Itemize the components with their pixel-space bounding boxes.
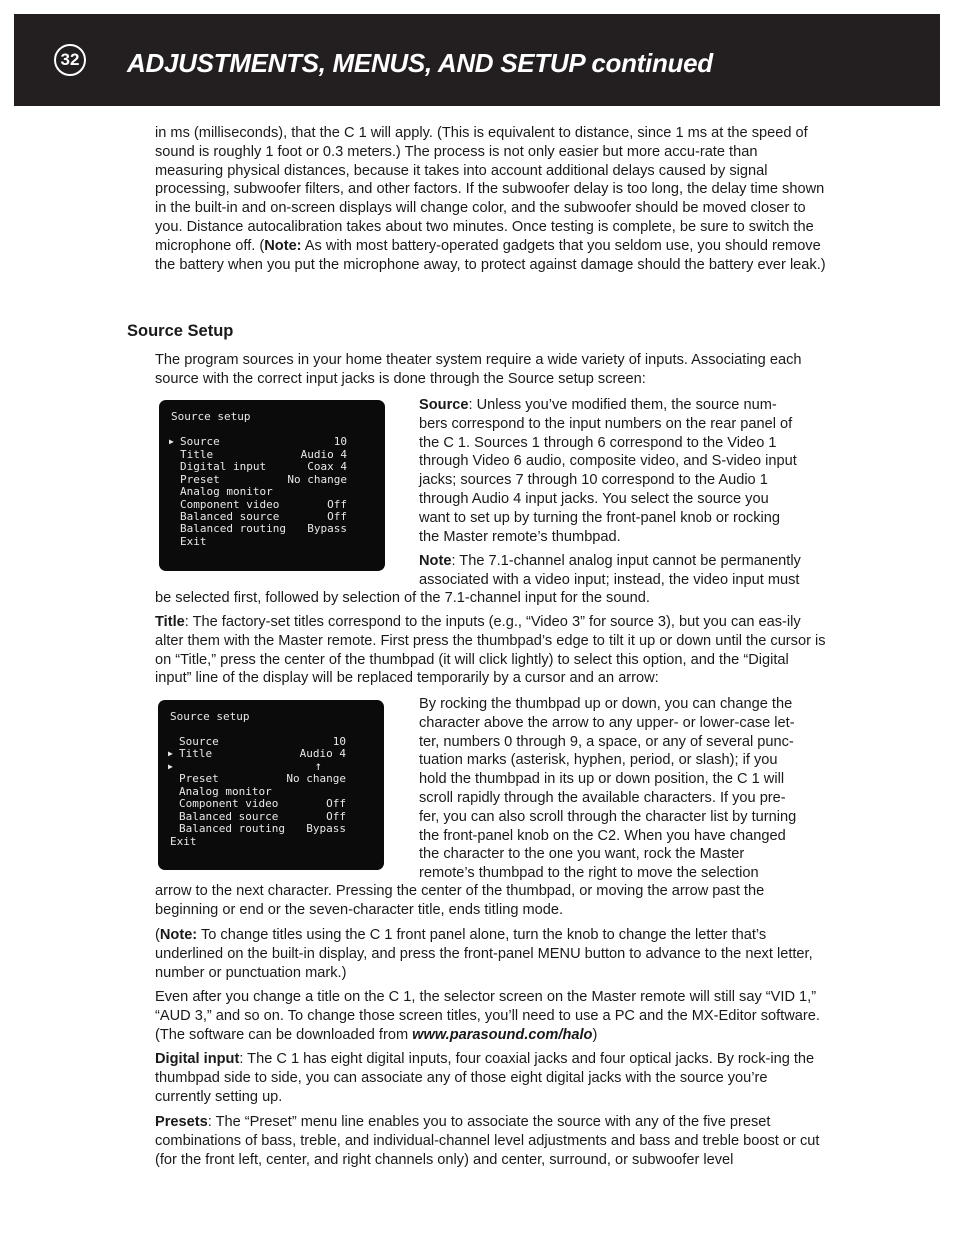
cursor-up-arrow-icon: ↑ xyxy=(314,759,322,773)
digital-input-label: Digital input xyxy=(155,1051,240,1067)
front-panel-note: (Note: To change titles using the C 1 front panel alone, turn the knob to change the letter that’s underlined on the built-in display, and press the front-panel MENU button to advance to the next letter, number or punctuation mark.) xyxy=(155,927,813,981)
selection-arrow-icon: ▶ xyxy=(169,437,174,446)
title-label: Title xyxy=(155,614,185,630)
note-paragraph-continued: be selected first, followed by selection of the 7.1-channel input for the sound. xyxy=(155,590,650,606)
menu-row: Balanced routing Bypass xyxy=(180,522,347,535)
menu-row: Source 10 xyxy=(179,735,346,748)
presets-paragraph: Presets: The “Preset” menu line enables you to associate the source with any of the five preset combinations of bass, treble, and individual-channel level adjustments and bass and treble boost or cut (for the front left, center, and right channels only) and center, surround, or subwoofer level xyxy=(155,1114,820,1168)
menu-row: ▶ Title Audio 4 xyxy=(168,747,346,760)
menu-row: Component video Off xyxy=(179,797,346,810)
menu-row: Component video Off xyxy=(180,498,347,511)
source-label: Source xyxy=(419,397,469,413)
source-setup-screen-1 xyxy=(159,400,385,571)
screen-title: Source setup xyxy=(171,410,251,423)
page-header xyxy=(14,14,940,106)
section-intro: The program sources in your home theater system require a wide variety of inputs. Associating each source with the correct input jacks is done through the Source setup screen: xyxy=(155,352,802,387)
presets-label: Presets xyxy=(155,1114,208,1130)
selection-arrow-icon: ▶ xyxy=(168,749,173,758)
menu-row: Balanced source Off xyxy=(180,510,347,523)
intro-paragraph: in ms (milliseconds), that the C 1 will apply. (This is equivalent to distance, since 1 ms at the speed of sound is roughly 1 foot or 0.3 meters.) The process is not only easier but more accu-rate than measuring physical distances, because it takes into account additional delays caused by signal processing, subwoofer filters, and other factors. If the subwoofer delay is too long, the delay time shown in the built-in and on-screen displays will change color, and the subwoofer should be moved closer to you. Distance autocalibration takes about two minutes. Once testing is complete, be sure to switch the microphone off. (Note: As with most battery-operated gadgets that you seldom use, you should remove the battery when you put the microphone away, to protect against damage should the battery ever leak.) xyxy=(155,125,826,273)
menu-row: Analog monitor xyxy=(180,485,273,498)
section-heading: Source Setup xyxy=(127,322,234,340)
menu-row: Balanced source Off xyxy=(179,810,346,823)
page-number-badge: 32 xyxy=(54,44,86,76)
note-label: Note xyxy=(419,553,452,569)
download-link[interactable]: www.parasound.com/halo xyxy=(412,1026,593,1043)
menu-row: Digital input Coax 4 xyxy=(180,460,347,473)
rocking-paragraph-continued: arrow to the next character. Pressing the center of the thumbpad, or moving the arrow past the beginning or end or the seven-character title, ends titling mode. xyxy=(155,883,765,918)
menu-row: Preset No change xyxy=(179,772,346,785)
note-paragraph: Note: The 7.1-channel analog input cannot be permanently associated with a video input; instead, the video input must xyxy=(419,553,801,588)
menu-row: ▶ Source 10 xyxy=(169,435,347,448)
page-title: ADJUSTMENTS, MENUS, AND SETUP continued xyxy=(127,48,713,78)
menu-row: Preset No change xyxy=(180,473,347,486)
title-paragraph: Title: The factory-set titles correspond to the inputs (e.g., “Video 3” for source 3), but you can eas-ily alter them with the Master remote. First press the thumbpad’s edge to tilt it up or down until the cursor is on “Title,” press the center of the thumbpad (it will click lightly) to select this option, and the “Digital input” line of the display will be replaced temporarily by a cursor and an arrow: xyxy=(155,614,826,687)
menu-row: Exit xyxy=(180,535,207,548)
menu-row: Exit xyxy=(170,835,197,848)
menu-row: Analog monitor xyxy=(179,785,272,798)
note-label: Note: xyxy=(264,237,302,254)
source-setup-screen-2 xyxy=(158,700,384,870)
rocking-paragraph: By rocking the thumbpad up or down, you can change the character above the arrow to any upper- or lower-case let- ter, numbers 0 through 9, a space, or any of several punc- tuation marks (asterisk, hyphen, period, or slash); if you hold the thumbpad in its up or down position, the C 1 will scroll rapidly through the available characters. If you pre- fer, you can also scroll through the character list by turning the front-panel knob on the C2. When you have changed the character to the one you want, rock the Master remote’s thumbpad to the right to move the selection xyxy=(419,696,797,882)
selection-arrow-icon: ▶ xyxy=(168,762,173,771)
remote-paragraph: Even after you change a title on the C 1, the selector screen on the Master remote will still say “VID 1,” “AUD 3,” and so on. To change those screen titles, you’ll need to use a PC and the MX-Editor software. (The software can be downloaded from www.parasound.com/halo) xyxy=(155,989,820,1043)
source-paragraph: Source: Unless you’ve modified them, the source num- bers correspond to the input numbers on the rear panel of the C 1. Sources 1 through 6 correspond to the Video 1 through Video 6 audio, composite video, and S-video input jacks; sources 7 through 10 correspond to the Audio 1 through Audio 4 input jacks. You select the source you want to set up by turning the front-panel knob or rocking the Master remote’s thumbpad. xyxy=(419,397,797,545)
note-label: Note: xyxy=(159,927,198,943)
screen-title: Source setup xyxy=(170,710,250,723)
menu-row: Title Audio 4 xyxy=(180,448,347,461)
menu-row: Balanced routing Bypass xyxy=(179,822,346,835)
digital-input-paragraph: Digital input: The C 1 has eight digital inputs, four coaxial jacks and four optical jacks. By rock-ing the thumbpad side to side, you can associate any of those eight digital jacks with the source you’re currently setting up. xyxy=(155,1051,815,1105)
